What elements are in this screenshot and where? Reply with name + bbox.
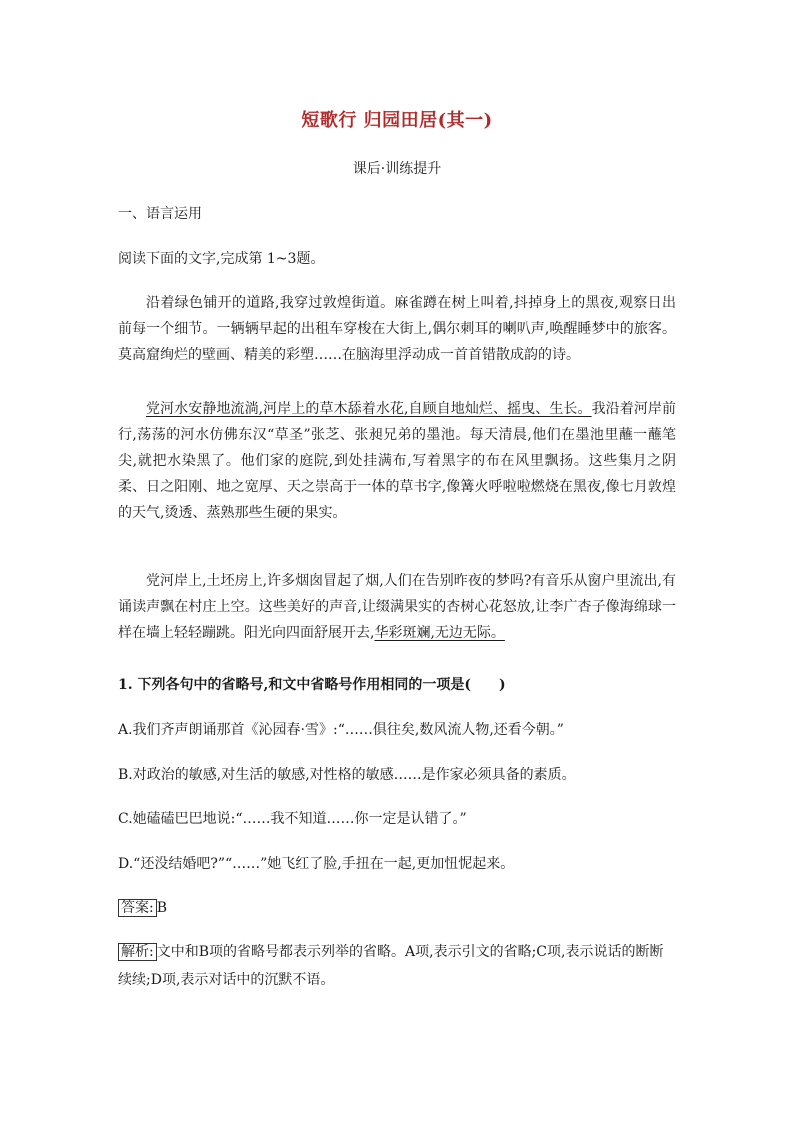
option-a: A.我们齐声朗诵那首《沁园春·雪》:“……俱往矣,数风流人物,还看今朝。” — [118, 722, 564, 738]
passage-paragraph-3 — [118, 568, 676, 646]
explanation-text: 文中和B项的省略号都表示列举的省略。A项,表示引文的省略;C项,表示说话的断断续续;D项,表示对话中的沉默不语。 — [118, 944, 664, 988]
answer-label: 答案: — [118, 899, 157, 917]
passage-paragraph-2 — [118, 396, 676, 526]
option-c: C.她磕磕巴巴地说:“……我不知道……你一定是认错了。” — [118, 811, 467, 827]
underlined-sentence-1: 党河水安静地流淌,河岸上的草木舔着水花,自顾自地灿烂、摇曳、生长。 — [146, 401, 592, 417]
paragraph-2-rest: 我沿着河岸前行,荡荡的河水仿佛东汉“草圣”张芝、张昶兄弟的墨池。每天清晨,他们在墨池里蘸一蘸笔尖,就把水染黑了。他们家的庭院,到处挂满布,写着黑字的布在风里飘扬。这些集月之阴柔、日之阳刚、地之宽厚、天之崇高于一体的草书字,像篝火呼啦啦燃烧在黑夜,像七月敦煌的天气,烫透、蒸熟那些生硬的果实。 — [118, 401, 677, 521]
section-heading: 一、语言运用 — [118, 206, 202, 222]
document-title: 短歌行 归园田居(其一) — [301, 110, 493, 131]
document-subtitle: 课后·训练提升 — [352, 161, 442, 177]
answer-line — [118, 898, 678, 918]
option-d: D.“还没结婚吧?”“……”她飞红了脸,手扭在一起,更加忸怩起来。 — [118, 856, 515, 872]
answer-value: B — [156, 900, 168, 916]
passage-paragraph-1: 沿着绿色铺开的道路,我穿过敦煌街道。麻雀蹲在树上叫着,抖掉身上的黑夜,观察日出前每一个细节。一辆辆早起的出租车穿梭在大街上,偶尔刺耳的喇叭声,唤醒睡梦中的旅客。莫高窟绚烂的壁画、精美的彩塑……在脑海里浮动成一首首错散成韵的诗。 — [118, 295, 676, 363]
paragraph-3-main: 党河岸上,土坯房上,许多烟囱冒起了烟,人们在告别昨夜的梦吗?有音乐从窗户里流出,有诵读声飘在村庄上空。这些美好的声音,让缀满果实的杏树心花怒放,让李广杏子像海绵球一样在墙上轻轻蹦跳。阳光向四面舒展开去, — [118, 573, 676, 641]
explanation-label: 解析: — [118, 943, 157, 961]
explanation — [118, 938, 676, 994]
option-b: B.对政治的敏感,对生活的敏感,对性格的敏感……是作家必须具备的素质。 — [118, 767, 576, 783]
question-1-stem: 1. 下列各句中的省略号,和文中省略号作用相同的一项是( ) — [118, 677, 506, 693]
underlined-sentence-2: 华彩斑斓,无边无际。 — [374, 625, 505, 641]
reading-instruction: 阅读下面的文字,完成第 1~3题。 — [118, 251, 325, 267]
